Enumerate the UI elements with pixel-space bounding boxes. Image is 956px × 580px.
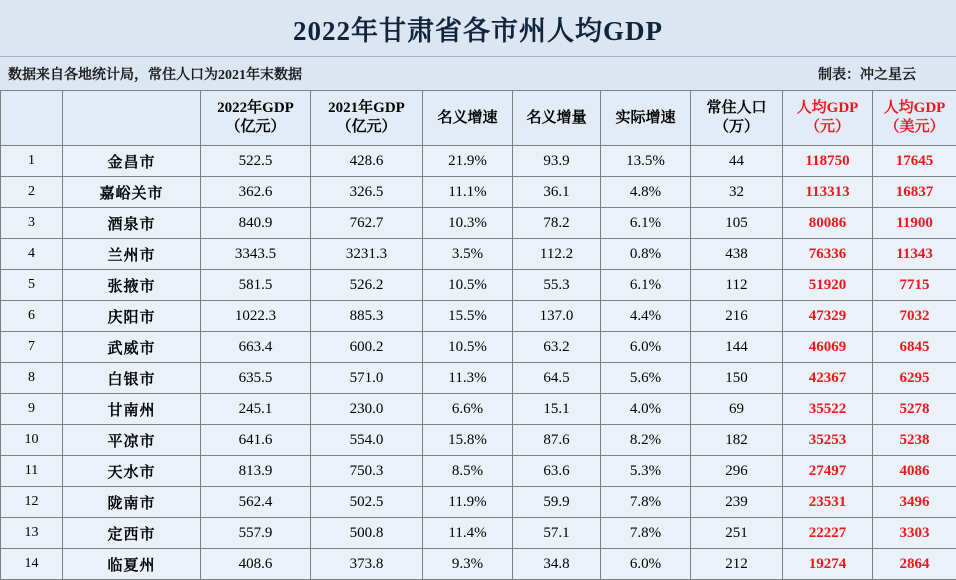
cell-per-capita-gdp-cny: 42367 bbox=[783, 363, 873, 394]
gdp-table bbox=[0, 90, 956, 580]
cell-real-growth-rate: 6.1% bbox=[601, 208, 691, 239]
table-row bbox=[1, 208, 956, 239]
cell-gdp-2022: 522.5 bbox=[201, 146, 311, 177]
header-nominal-increment: 名义增量 bbox=[513, 91, 601, 146]
cell-index: 11 bbox=[1, 456, 63, 487]
header-city bbox=[63, 91, 201, 146]
cell-nominal-growth-rate: 10.5% bbox=[423, 270, 513, 301]
cell-nominal-growth-rate: 11.3% bbox=[423, 363, 513, 394]
cell-nominal-growth-rate: 6.6% bbox=[423, 394, 513, 425]
cell-nominal-increment: 137.0 bbox=[513, 301, 601, 332]
cell-per-capita-gdp-usd: 7032 bbox=[873, 301, 956, 332]
cell-nominal-increment: 64.5 bbox=[513, 363, 601, 394]
cell-index: 14 bbox=[1, 549, 63, 580]
table-row bbox=[1, 549, 956, 580]
cell-real-growth-rate: 4.8% bbox=[601, 177, 691, 208]
cell-per-capita-gdp-usd: 3496 bbox=[873, 487, 956, 518]
header-per-capita-gdp-usd: 人均GDP （美元） bbox=[873, 91, 956, 146]
cell-gdp-2022: 813.9 bbox=[201, 456, 311, 487]
cell-gdp-2022: 581.5 bbox=[201, 270, 311, 301]
cell-gdp-2022: 635.5 bbox=[201, 363, 311, 394]
cell-gdp-2021: 500.8 bbox=[311, 518, 423, 549]
cell-gdp-2021: 885.3 bbox=[311, 301, 423, 332]
cell-real-growth-rate: 7.8% bbox=[601, 518, 691, 549]
cell-real-growth-rate: 6.1% bbox=[601, 270, 691, 301]
cell-population: 105 bbox=[691, 208, 783, 239]
cell-gdp-2022: 840.9 bbox=[201, 208, 311, 239]
cell-per-capita-gdp-usd: 6845 bbox=[873, 332, 956, 363]
cell-population: 32 bbox=[691, 177, 783, 208]
cell-gdp-2021: 571.0 bbox=[311, 363, 423, 394]
cell-real-growth-rate: 5.6% bbox=[601, 363, 691, 394]
cell-per-capita-gdp-cny: 113313 bbox=[783, 177, 873, 208]
table-row bbox=[1, 518, 956, 549]
cell-per-capita-gdp-usd: 2864 bbox=[873, 549, 956, 580]
cell-per-capita-gdp-cny: 19274 bbox=[783, 549, 873, 580]
cell-population: 239 bbox=[691, 487, 783, 518]
cell-gdp-2021: 428.6 bbox=[311, 146, 423, 177]
cell-gdp-2021: 3231.3 bbox=[311, 239, 423, 270]
cell-gdp-2022: 408.6 bbox=[201, 549, 311, 580]
cell-nominal-increment: 112.2 bbox=[513, 239, 601, 270]
cell-gdp-2022: 245.1 bbox=[201, 394, 311, 425]
cell-nominal-increment: 59.9 bbox=[513, 487, 601, 518]
cell-population: 144 bbox=[691, 332, 783, 363]
cell-per-capita-gdp-cny: 51920 bbox=[783, 270, 873, 301]
cell-gdp-2021: 762.7 bbox=[311, 208, 423, 239]
cell-index: 5 bbox=[1, 270, 63, 301]
cell-gdp-2022: 1022.3 bbox=[201, 301, 311, 332]
cell-city-name: 兰州市 bbox=[63, 239, 201, 270]
table-row bbox=[1, 301, 956, 332]
table-row bbox=[1, 146, 956, 177]
cell-gdp-2021: 230.0 bbox=[311, 394, 423, 425]
table-row bbox=[1, 363, 956, 394]
cell-nominal-increment: 57.1 bbox=[513, 518, 601, 549]
cell-nominal-increment: 55.3 bbox=[513, 270, 601, 301]
cell-population: 150 bbox=[691, 363, 783, 394]
cell-nominal-growth-rate: 10.5% bbox=[423, 332, 513, 363]
cell-per-capita-gdp-usd: 5278 bbox=[873, 394, 956, 425]
table-row bbox=[1, 487, 956, 518]
cell-city-name: 陇南市 bbox=[63, 487, 201, 518]
page-title: 2022年甘肃省各市州人均GDP bbox=[293, 9, 663, 48]
cell-gdp-2021: 326.5 bbox=[311, 177, 423, 208]
cell-real-growth-rate: 4.4% bbox=[601, 301, 691, 332]
cell-gdp-2021: 600.2 bbox=[311, 332, 423, 363]
cell-real-growth-rate: 8.2% bbox=[601, 425, 691, 456]
cell-real-growth-rate: 6.0% bbox=[601, 549, 691, 580]
cell-city-name: 嘉峪关市 bbox=[63, 177, 201, 208]
cell-per-capita-gdp-cny: 27497 bbox=[783, 456, 873, 487]
header-gdp-2021: 2021年GDP （亿元） bbox=[311, 91, 423, 146]
cell-real-growth-rate: 13.5% bbox=[601, 146, 691, 177]
header-per-capita-gdp-cny: 人均GDP （元） bbox=[783, 91, 873, 146]
cell-nominal-increment: 36.1 bbox=[513, 177, 601, 208]
cell-real-growth-rate: 7.8% bbox=[601, 487, 691, 518]
credit-note: 制表：冲之星云 bbox=[818, 64, 944, 84]
cell-per-capita-gdp-cny: 35522 bbox=[783, 394, 873, 425]
cell-index: 8 bbox=[1, 363, 63, 394]
cell-city-name: 定西市 bbox=[63, 518, 201, 549]
cell-nominal-growth-rate: 10.3% bbox=[423, 208, 513, 239]
cell-per-capita-gdp-usd: 3303 bbox=[873, 518, 956, 549]
cell-nominal-increment: 78.2 bbox=[513, 208, 601, 239]
cell-index: 7 bbox=[1, 332, 63, 363]
cell-gdp-2022: 562.4 bbox=[201, 487, 311, 518]
cell-gdp-2021: 750.3 bbox=[311, 456, 423, 487]
header-population: 常住人口 （万） bbox=[691, 91, 783, 146]
source-note-bar bbox=[0, 56, 956, 90]
cell-per-capita-gdp-cny: 22227 bbox=[783, 518, 873, 549]
cell-per-capita-gdp-cny: 46069 bbox=[783, 332, 873, 363]
cell-nominal-growth-rate: 8.5% bbox=[423, 456, 513, 487]
cell-per-capita-gdp-usd: 11900 bbox=[873, 208, 956, 239]
cell-city-name: 白银市 bbox=[63, 363, 201, 394]
table-row bbox=[1, 425, 956, 456]
cell-per-capita-gdp-cny: 118750 bbox=[783, 146, 873, 177]
cell-population: 112 bbox=[691, 270, 783, 301]
cell-per-capita-gdp-cny: 76336 bbox=[783, 239, 873, 270]
cell-per-capita-gdp-usd: 7715 bbox=[873, 270, 956, 301]
table-row bbox=[1, 177, 956, 208]
cell-gdp-2022: 663.4 bbox=[201, 332, 311, 363]
table-body bbox=[1, 146, 956, 580]
cell-gdp-2021: 554.0 bbox=[311, 425, 423, 456]
cell-per-capita-gdp-usd: 17645 bbox=[873, 146, 956, 177]
cell-per-capita-gdp-cny: 23531 bbox=[783, 487, 873, 518]
cell-per-capita-gdp-usd: 11343 bbox=[873, 239, 956, 270]
cell-per-capita-gdp-usd: 5238 bbox=[873, 425, 956, 456]
table-row bbox=[1, 394, 956, 425]
cell-gdp-2021: 526.2 bbox=[311, 270, 423, 301]
cell-population: 216 bbox=[691, 301, 783, 332]
cell-gdp-2021: 502.5 bbox=[311, 487, 423, 518]
cell-nominal-increment: 15.1 bbox=[513, 394, 601, 425]
header-index bbox=[1, 91, 63, 146]
cell-city-name: 酒泉市 bbox=[63, 208, 201, 239]
table-header bbox=[1, 91, 956, 146]
cell-city-name: 甘南州 bbox=[63, 394, 201, 425]
cell-population: 251 bbox=[691, 518, 783, 549]
cell-nominal-increment: 93.9 bbox=[513, 146, 601, 177]
cell-gdp-2022: 362.6 bbox=[201, 177, 311, 208]
cell-population: 296 bbox=[691, 456, 783, 487]
cell-population: 44 bbox=[691, 146, 783, 177]
table-row bbox=[1, 270, 956, 301]
cell-real-growth-rate: 5.3% bbox=[601, 456, 691, 487]
cell-nominal-increment: 34.8 bbox=[513, 549, 601, 580]
header-real-growth-rate: 实际增速 bbox=[601, 91, 691, 146]
cell-index: 1 bbox=[1, 146, 63, 177]
cell-index: 6 bbox=[1, 301, 63, 332]
cell-population: 438 bbox=[691, 239, 783, 270]
cell-population: 69 bbox=[691, 394, 783, 425]
cell-nominal-growth-rate: 3.5% bbox=[423, 239, 513, 270]
cell-nominal-growth-rate: 15.8% bbox=[423, 425, 513, 456]
cell-per-capita-gdp-cny: 47329 bbox=[783, 301, 873, 332]
cell-gdp-2022: 641.6 bbox=[201, 425, 311, 456]
cell-gdp-2022: 557.9 bbox=[201, 518, 311, 549]
header-gdp-2022: 2022年GDP （亿元） bbox=[201, 91, 311, 146]
table-header-row bbox=[1, 91, 956, 146]
cell-per-capita-gdp-cny: 35253 bbox=[783, 425, 873, 456]
cell-real-growth-rate: 4.0% bbox=[601, 394, 691, 425]
cell-gdp-2021: 373.8 bbox=[311, 549, 423, 580]
cell-city-name: 庆阳市 bbox=[63, 301, 201, 332]
cell-index: 13 bbox=[1, 518, 63, 549]
cell-nominal-growth-rate: 11.1% bbox=[423, 177, 513, 208]
cell-city-name: 临夏州 bbox=[63, 549, 201, 580]
header-nominal-growth-rate: 名义增速 bbox=[423, 91, 513, 146]
cell-city-name: 武威市 bbox=[63, 332, 201, 363]
cell-city-name: 天水市 bbox=[63, 456, 201, 487]
cell-index: 3 bbox=[1, 208, 63, 239]
cell-population: 182 bbox=[691, 425, 783, 456]
title-bar bbox=[0, 0, 956, 56]
cell-index: 12 bbox=[1, 487, 63, 518]
cell-per-capita-gdp-cny: 80086 bbox=[783, 208, 873, 239]
cell-index: 4 bbox=[1, 239, 63, 270]
cell-city-name: 张掖市 bbox=[63, 270, 201, 301]
cell-nominal-growth-rate: 11.4% bbox=[423, 518, 513, 549]
cell-per-capita-gdp-usd: 16837 bbox=[873, 177, 956, 208]
cell-nominal-increment: 87.6 bbox=[513, 425, 601, 456]
data-source-note: 数据来自各地统计局，常住人口为2021年末数据 bbox=[8, 64, 302, 84]
cell-nominal-growth-rate: 11.9% bbox=[423, 487, 513, 518]
cell-nominal-growth-rate: 9.3% bbox=[423, 549, 513, 580]
cell-real-growth-rate: 0.8% bbox=[601, 239, 691, 270]
table-row bbox=[1, 332, 956, 363]
cell-city-name: 金昌市 bbox=[63, 146, 201, 177]
cell-real-growth-rate: 6.0% bbox=[601, 332, 691, 363]
cell-nominal-growth-rate: 15.5% bbox=[423, 301, 513, 332]
cell-gdp-2022: 3343.5 bbox=[201, 239, 311, 270]
cell-per-capita-gdp-usd: 6295 bbox=[873, 363, 956, 394]
cell-population: 212 bbox=[691, 549, 783, 580]
cell-index: 2 bbox=[1, 177, 63, 208]
cell-per-capita-gdp-usd: 4086 bbox=[873, 456, 956, 487]
cell-nominal-increment: 63.6 bbox=[513, 456, 601, 487]
cell-nominal-growth-rate: 21.9% bbox=[423, 146, 513, 177]
cell-index: 9 bbox=[1, 394, 63, 425]
cell-index: 10 bbox=[1, 425, 63, 456]
cell-city-name: 平凉市 bbox=[63, 425, 201, 456]
cell-nominal-increment: 63.2 bbox=[513, 332, 601, 363]
table-row bbox=[1, 239, 956, 270]
table-row bbox=[1, 456, 956, 487]
